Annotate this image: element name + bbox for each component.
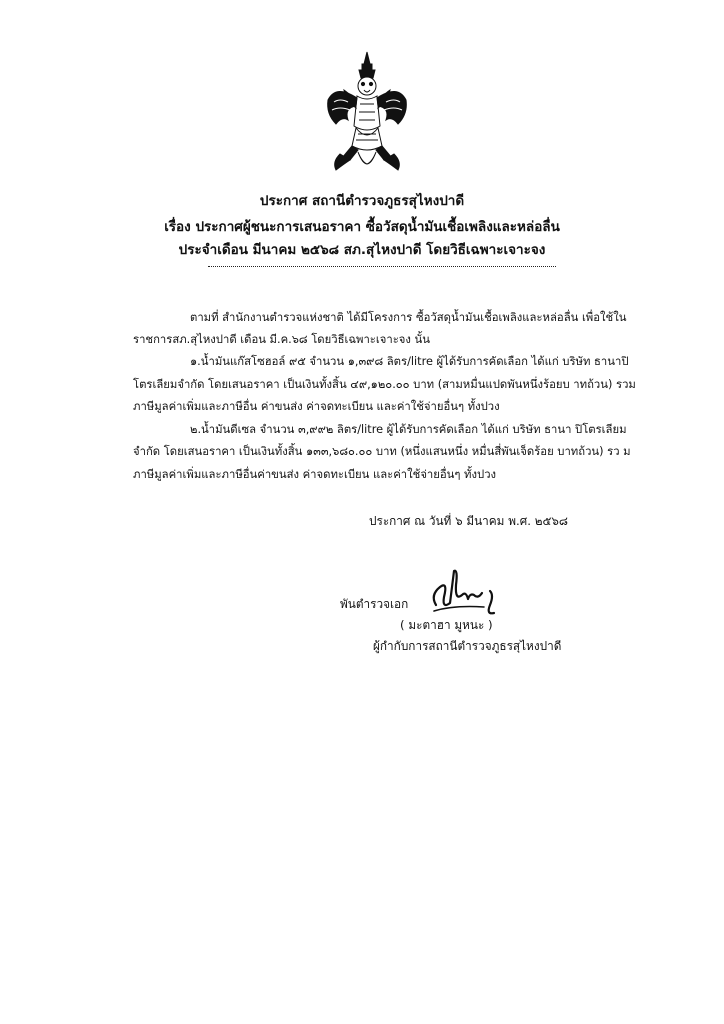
announcement-subject: เรื่อง ประกาศผู้ชนะการเสนอราคา ซื้อวัสดุน้ำมันเชื้อเพลิงและหล่อลื่น (164, 219, 560, 235)
signer-position: ผู้กำกับการสถานีตำรวจภูธรสุไหงปาดี (373, 639, 562, 653)
signer-rank: พันตำรวจเอก (340, 597, 409, 611)
announcement-title: ประกาศ สถานีตำรวจภูธรสุไหงปาดี (259, 193, 465, 209)
garuda-emblem-icon (322, 50, 412, 178)
item-1-line-2: โตรเลียมจำกัด โดยเสนอราคา เป็นเงินทั้งสิ้น ๔๙,๑๒๐.๐๐ บาท (สามหมื่นแปดพันหนึ่งร้อยบ าทถ้วน) รวม (133, 378, 636, 391)
dotted-divider (208, 266, 556, 267)
item-1-line-1: ๑.น้ำมันแก๊สโซฮอล์ ๙๕ จำนวน ๑,๓๙๘ ลิตร/litre ผู้ได้รับการคัดเลือก ได้แก่ บริษัท ธานาปิ (190, 355, 629, 368)
handwritten-signature (424, 565, 514, 623)
item-2-line-2: จำกัด โดยเสนอราคา เป็นเงินทั้งสิ้น ๑๓๓,๖๘๐.๐๐ บาท (หนึ่งแสนหนึ่ง หมื่นสี่พันเจ็ดร้อย บาทถ้วน) รว ม (133, 445, 631, 458)
item-2-line-1: ๒.น้ำมันดีเซล จำนวน ๓,๙๙๒ ลิตร/litre ผู้ได้รับการคัดเลือก ได้แก่ บริษัท ธานา ปิโตรเลียม (190, 423, 627, 436)
announcement-period: ประจำเดือน มีนาคม ๒๕๖๘ สภ.สุไหงปาดี โดยวิธีเฉพาะเจาะจง (178, 242, 546, 258)
item-2-line-3: ภาษีมูลค่าเพิ่มและภาษีอื่นค่าขนส่ง ค่าจดทะเบียน และค่าใช้จ่ายอื่นๆ ทั้งปวง (133, 468, 497, 481)
item-1-line-3: ภาษีมูลค่าเพิ่มและภาษีอื่น ค่าขนส่ง ค่าจดทะเบียน และค่าใช้จ่ายอื่นๆ ทั้งปวง (133, 400, 500, 413)
signer-name: ( มะตาฮา มูหนะ ) (400, 618, 493, 632)
announcement-date: ประกาศ ณ วันที่ ๖ มีนาคม พ.ศ. ๒๕๖๘ (369, 514, 569, 528)
intro-paragraph-line-1: ตามที่ สำนักงานตำรวจแห่งชาติ ได้มีโครงการ ซื้อวัสดุน้ำมันเชื้อเพลิงและหล่อลื่น เพื่อใช้ใน (190, 311, 627, 324)
intro-paragraph-line-2: ราชการสภ.สุไหงปาดี เดือน มี.ค.๖๘ โดยวิธีเฉพาะเจาะจง นั้น (133, 333, 430, 346)
